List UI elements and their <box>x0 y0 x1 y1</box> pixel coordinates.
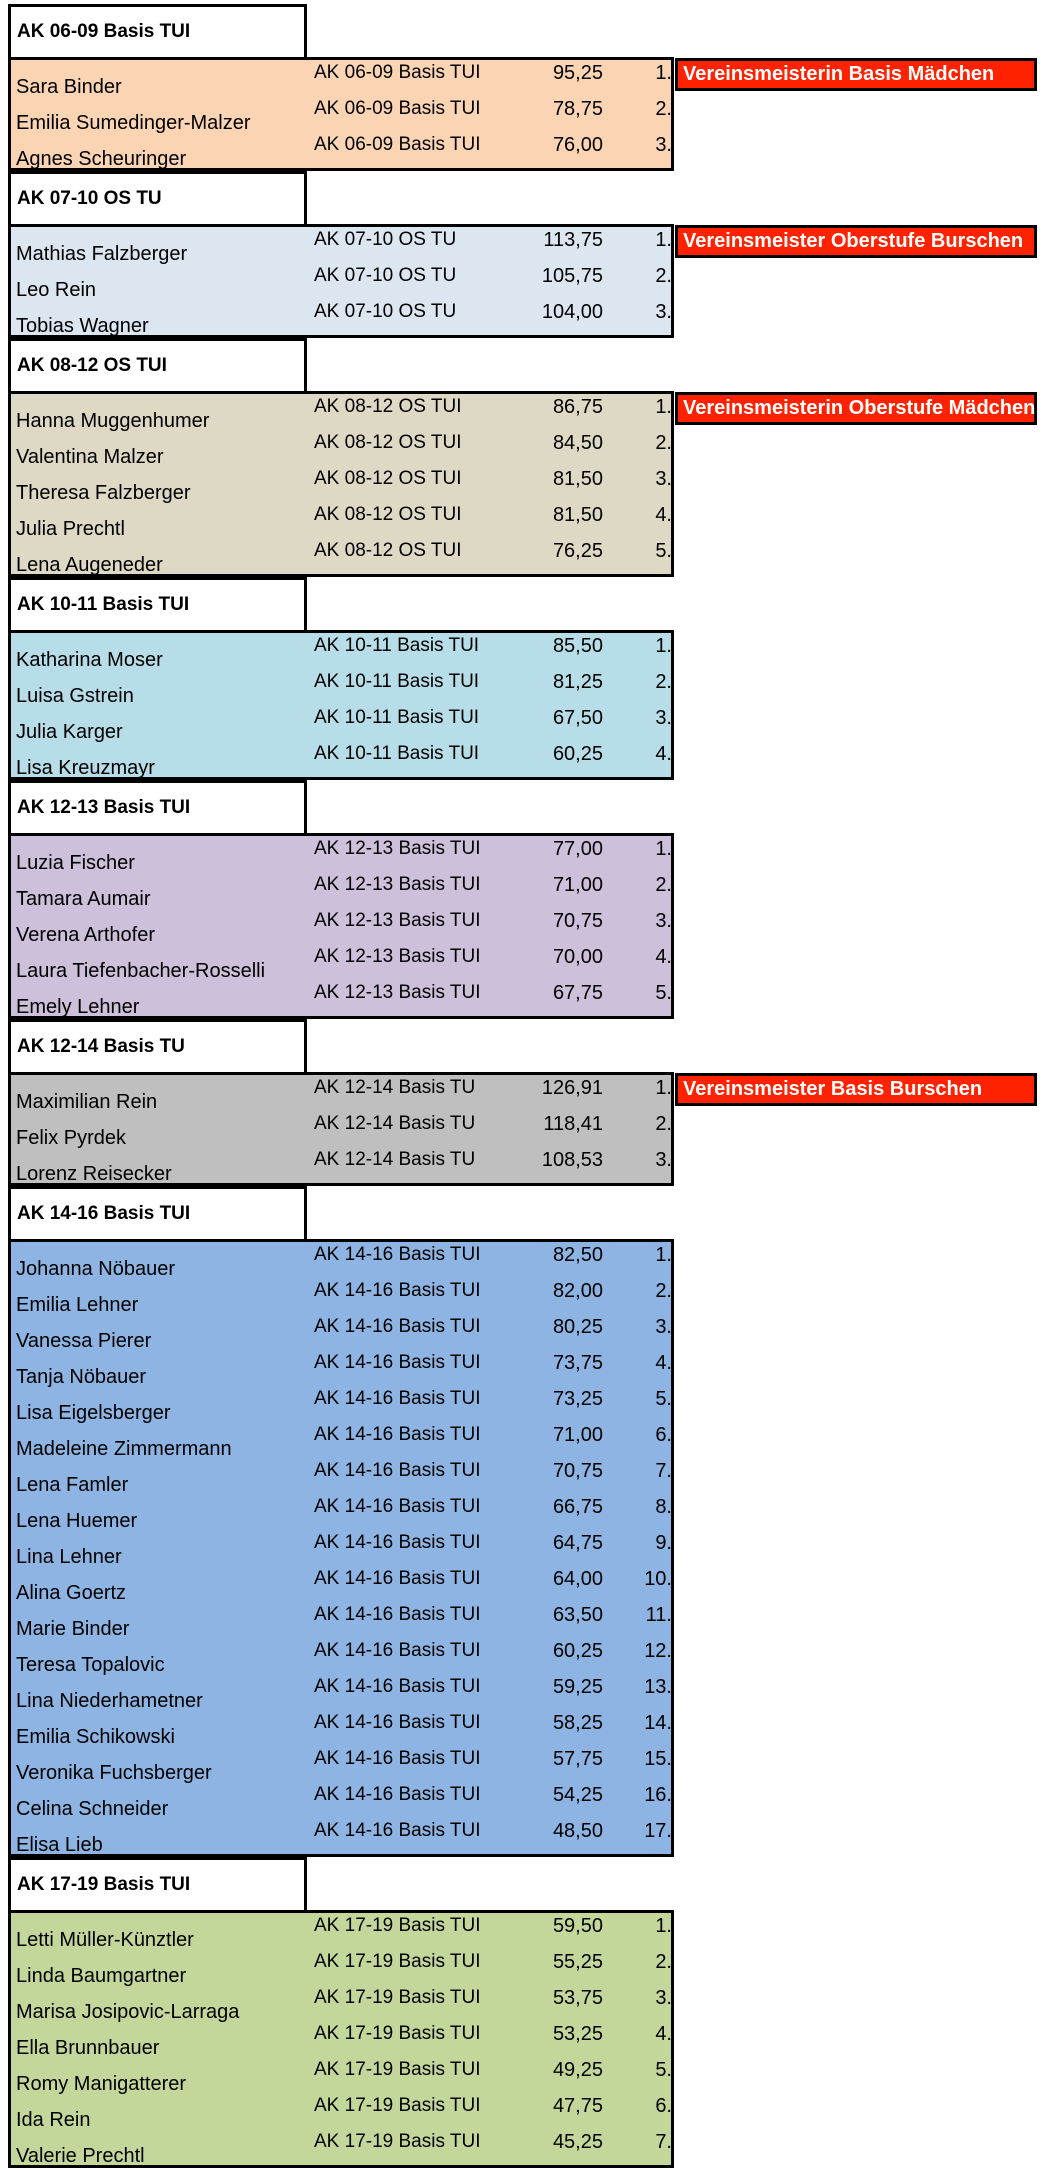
group-header: AK 14-16 Basis TUI <box>8 1186 307 1239</box>
group-table <box>8 630 674 780</box>
category-cell: AK 12-13 Basis TUI <box>314 874 481 895</box>
group-header: AK 06-09 Basis TUI <box>8 4 307 57</box>
score-cell: 81,50 <box>552 504 603 526</box>
table-row <box>11 430 671 466</box>
category-cell: AK 17-19 Basis TUI <box>314 1951 481 1972</box>
category-cell: AK 12-13 Basis TUI <box>314 838 481 859</box>
category-cell: AK 08-12 OS TUI <box>314 504 462 525</box>
rank-cell: 12. <box>644 1640 672 1662</box>
award-badge: Vereinsmeister Oberstufe Burschen <box>675 225 1037 258</box>
athlete-name: Leo Rein <box>16 279 97 301</box>
athlete-name: Romy Manigatterer <box>16 2073 187 2095</box>
rank-cell: 15. <box>644 1748 672 1770</box>
rank-cell: 1. <box>655 1915 672 1937</box>
table-row <box>11 1710 671 1746</box>
score-cell: 113,75 <box>543 229 603 251</box>
athlete-name: Mathias Falzberger <box>16 243 188 265</box>
score-cell: 64,75 <box>552 1532 603 1554</box>
award-badge: Vereinsmeister Basis Burschen <box>675 1073 1037 1106</box>
category-cell: AK 07-10 OS TU <box>314 229 457 250</box>
category-cell: AK 17-19 Basis TUI <box>314 1987 481 2008</box>
score-cell: 45,25 <box>552 2131 603 2153</box>
group-table <box>8 224 674 338</box>
score-cell: 57,75 <box>552 1748 603 1770</box>
table-row <box>11 1111 671 1147</box>
score-cell: 53,25 <box>552 2023 603 2045</box>
table-row <box>11 394 671 430</box>
category-cell: AK 14-16 Basis TUI <box>314 1460 481 1481</box>
rank-cell: 3. <box>655 134 672 156</box>
category-cell: AK 06-09 Basis TUI <box>314 134 481 155</box>
rank-cell: 2. <box>655 1280 672 1302</box>
athlete-name: Teresa Topalovic <box>16 1654 165 1676</box>
athlete-name: Lisa Kreuzmayr <box>16 757 155 779</box>
score-cell: 108,53 <box>541 1149 603 1171</box>
score-cell: 76,25 <box>552 540 603 562</box>
athlete-name: Marisa Josipovic-Larraga <box>16 2001 240 2023</box>
group-header: AK 12-13 Basis TUI <box>8 780 307 833</box>
rank-cell: 3. <box>655 301 672 323</box>
athlete-name: Maximilian Rein <box>16 1091 158 1113</box>
category-cell: AK 17-19 Basis TUI <box>314 2023 481 2044</box>
category-cell: AK 10-11 Basis TUI <box>314 743 480 764</box>
rank-cell: 13. <box>644 1676 672 1698</box>
athlete-name: Lina Lehner <box>16 1546 122 1568</box>
score-cell: 55,25 <box>552 1951 603 1973</box>
category-cell: AK 07-10 OS TU <box>314 301 457 322</box>
category-cell: AK 08-12 OS TUI <box>314 540 462 561</box>
rank-cell: 14. <box>644 1712 672 1734</box>
category-cell: AK 17-19 Basis TUI <box>314 2131 481 2152</box>
score-cell: 47,75 <box>552 2095 603 2117</box>
athlete-name: Lena Augeneder <box>16 554 163 576</box>
athlete-name: Lisa Eigelsberger <box>16 1402 171 1424</box>
table-row <box>11 1242 671 1278</box>
table-row <box>11 1075 671 1111</box>
score-cell: 73,25 <box>552 1388 603 1410</box>
rank-cell: 3. <box>655 468 672 490</box>
table-row <box>11 538 671 574</box>
athlete-name: Verena Arthofer <box>16 924 155 946</box>
rank-cell: 16. <box>644 1784 672 1806</box>
athlete-name: Ella Brunnbauer <box>16 2037 160 2059</box>
group-header: AK 08-12 OS TUI <box>8 338 307 391</box>
rank-cell: 5. <box>655 982 672 1004</box>
athlete-name: Alina Goertz <box>16 1582 127 1604</box>
category-cell: AK 12-13 Basis TUI <box>314 946 481 967</box>
table-row <box>11 60 671 96</box>
category-cell: AK 12-13 Basis TUI <box>314 910 481 931</box>
athlete-name: Julia Karger <box>16 721 123 743</box>
table-row <box>11 2093 671 2129</box>
category-cell: AK 10-11 Basis TUI <box>314 671 480 692</box>
athlete-name: Emilia Sumedinger-Malzer <box>16 112 251 134</box>
rank-cell: 7. <box>655 1460 672 1482</box>
score-cell: 76,00 <box>552 134 603 156</box>
category-cell: AK 08-12 OS TUI <box>314 468 462 489</box>
table-row <box>11 502 671 538</box>
score-cell: 48,50 <box>552 1820 603 1842</box>
athlete-name: Ida Rein <box>16 2109 91 2131</box>
table-row <box>11 1278 671 1314</box>
athlete-name: Julia Prechtl <box>16 518 125 540</box>
rank-cell: 4. <box>655 2023 672 2045</box>
score-cell: 104,00 <box>541 301 603 323</box>
table-row <box>11 1458 671 1494</box>
score-cell: 53,75 <box>552 1987 603 2009</box>
category-cell: AK 14-16 Basis TUI <box>314 1784 481 1805</box>
score-cell: 84,50 <box>552 432 603 454</box>
table-row <box>11 980 671 1016</box>
table-row <box>11 1913 671 1949</box>
score-cell: 118,41 <box>543 1113 603 1135</box>
table-row <box>11 1949 671 1985</box>
table-row <box>11 1530 671 1566</box>
score-cell: 70,00 <box>552 946 603 968</box>
rank-cell: 9. <box>655 1532 672 1554</box>
table-row <box>11 1386 671 1422</box>
rank-cell: 2. <box>655 671 672 693</box>
table-row <box>11 741 671 777</box>
score-cell: 70,75 <box>552 910 603 932</box>
category-cell: AK 14-16 Basis TUI <box>314 1604 481 1625</box>
rank-cell: 1. <box>655 229 672 251</box>
score-cell: 95,25 <box>552 62 603 84</box>
rank-cell: 1. <box>655 1077 672 1099</box>
rank-cell: 4. <box>655 504 672 526</box>
group-header: AK 12-14 Basis TU <box>8 1019 307 1072</box>
athlete-name: Theresa Falzberger <box>16 482 191 504</box>
category-cell: AK 14-16 Basis TUI <box>314 1532 481 1553</box>
rank-cell: 10. <box>644 1568 672 1590</box>
category-cell: AK 17-19 Basis TUI <box>314 2095 481 2116</box>
athlete-name: Tamara Aumair <box>16 888 151 910</box>
rank-cell: 7. <box>655 2131 672 2153</box>
rank-cell: 1. <box>655 62 672 84</box>
group-table <box>8 833 674 1019</box>
athlete-name: Celina Schneider <box>16 1798 169 1820</box>
athlete-name: Marie Binder <box>16 1618 130 1640</box>
rank-cell: 4. <box>655 743 672 765</box>
category-cell: AK 08-12 OS TUI <box>314 432 462 453</box>
athlete-name: Emilia Lehner <box>16 1294 139 1316</box>
score-cell: 71,00 <box>552 874 603 896</box>
table-row <box>11 132 671 168</box>
score-cell: 78,75 <box>552 98 603 120</box>
table-row <box>11 908 671 944</box>
athlete-name: Linda Baumgartner <box>16 1965 187 1987</box>
rank-cell: 1. <box>655 1244 672 1266</box>
rank-cell: 3. <box>655 1316 672 1338</box>
rank-cell: 2. <box>655 1113 672 1135</box>
score-cell: 82,50 <box>552 1244 603 1266</box>
category-cell: AK 10-11 Basis TUI <box>314 635 480 656</box>
score-cell: 67,75 <box>552 982 603 1004</box>
athlete-name: Valentina Malzer <box>16 446 164 468</box>
award-badge: Vereinsmeisterin Oberstufe Mädchen <box>675 392 1037 425</box>
table-row <box>11 1818 671 1854</box>
athlete-name: Agnes Scheuringer <box>16 148 187 170</box>
athlete-name: Katharina Moser <box>16 649 163 671</box>
athlete-name: Emely Lehner <box>16 996 140 1018</box>
category-cell: AK 17-19 Basis TUI <box>314 1915 481 1936</box>
table-row <box>11 872 671 908</box>
category-cell: AK 14-16 Basis TUI <box>314 1748 481 1769</box>
score-cell: 70,75 <box>552 1460 603 1482</box>
category-cell: AK 14-16 Basis TUI <box>314 1640 481 1661</box>
score-cell: 59,25 <box>552 1676 603 1698</box>
category-cell: AK 14-16 Basis TUI <box>314 1712 481 1733</box>
score-cell: 86,75 <box>552 396 603 418</box>
table-row <box>11 1746 671 1782</box>
group-table <box>8 1910 674 2168</box>
group-header: AK 10-11 Basis TUI <box>8 577 307 630</box>
table-row <box>11 299 671 335</box>
category-cell: AK 12-13 Basis TUI <box>314 982 481 1003</box>
category-cell: AK 12-14 Basis TU <box>314 1077 476 1098</box>
score-cell: 85,50 <box>552 635 603 657</box>
table-row <box>11 96 671 132</box>
athlete-name: Tanja Nöbauer <box>16 1366 147 1388</box>
score-cell: 60,25 <box>552 743 603 765</box>
score-cell: 67,50 <box>552 707 603 729</box>
table-row <box>11 2057 671 2093</box>
table-row <box>11 466 671 502</box>
score-cell: 63,50 <box>552 1604 603 1626</box>
athlete-name: Lena Famler <box>16 1474 129 1496</box>
score-cell: 64,00 <box>552 1568 603 1590</box>
group-table <box>8 1239 674 1857</box>
score-cell: 126,91 <box>541 1077 603 1099</box>
group-header: AK 07-10 OS TU <box>8 171 307 224</box>
rank-cell: 11. <box>645 1604 672 1626</box>
category-cell: AK 06-09 Basis TUI <box>314 98 481 119</box>
score-cell: 71,00 <box>552 1424 603 1446</box>
athlete-name: Luisa Gstrein <box>16 685 134 707</box>
table-row <box>11 1350 671 1386</box>
table-row <box>11 705 671 741</box>
rank-cell: 2. <box>655 98 672 120</box>
rank-cell: 3. <box>655 707 672 729</box>
table-row <box>11 669 671 705</box>
athlete-name: Lena Huemer <box>16 1510 138 1532</box>
category-cell: AK 14-16 Basis TUI <box>314 1496 481 1517</box>
athlete-name: Emilia Schikowski <box>16 1726 175 1748</box>
category-cell: AK 14-16 Basis TUI <box>314 1424 481 1445</box>
athlete-name: Letti Müller-Künztler <box>16 1929 194 1951</box>
award-badge: Vereinsmeisterin Basis Mädchen <box>675 58 1037 91</box>
rank-cell: 17. <box>644 1820 672 1842</box>
category-cell: AK 14-16 Basis TUI <box>314 1820 481 1841</box>
table-row <box>11 1314 671 1350</box>
category-cell: AK 06-09 Basis TUI <box>314 62 481 83</box>
group-header: AK 17-19 Basis TUI <box>8 1857 307 1910</box>
category-cell: AK 12-14 Basis TU <box>314 1113 476 1134</box>
category-cell: AK 14-16 Basis TUI <box>314 1388 481 1409</box>
rank-cell: 2. <box>655 265 672 287</box>
score-cell: 59,50 <box>552 1915 603 1937</box>
rank-cell: 1. <box>655 396 672 418</box>
score-cell: 105,75 <box>541 265 603 287</box>
athlete-name: Elisa Lieb <box>16 1834 103 1856</box>
table-row <box>11 633 671 669</box>
athlete-name: Lina Niederhametner <box>16 1690 203 1712</box>
rank-cell: 5. <box>655 2059 672 2081</box>
rank-cell: 3. <box>655 1149 672 1171</box>
table-row <box>11 1494 671 1530</box>
score-cell: 80,25 <box>552 1316 603 1338</box>
score-cell: 81,25 <box>552 671 603 693</box>
category-cell: AK 08-12 OS TUI <box>314 396 462 417</box>
athlete-name: Hanna Muggenhumer <box>16 410 210 432</box>
score-cell: 77,00 <box>552 838 603 860</box>
group-table <box>8 391 674 577</box>
score-cell: 60,25 <box>552 1640 603 1662</box>
category-cell: AK 14-16 Basis TUI <box>314 1676 481 1697</box>
category-cell: AK 14-16 Basis TUI <box>314 1244 481 1265</box>
table-row <box>11 1422 671 1458</box>
rank-cell: 3. <box>655 1987 672 2009</box>
athlete-name: Laura Tiefenbacher-Rosselli <box>16 960 266 982</box>
rank-cell: 6. <box>655 2095 672 2117</box>
rank-cell: 8. <box>655 1496 672 1518</box>
category-cell: AK 14-16 Basis TUI <box>314 1352 481 1373</box>
score-cell: 73,75 <box>552 1352 603 1374</box>
category-cell: AK 17-19 Basis TUI <box>314 2059 481 2080</box>
score-cell: 58,25 <box>552 1712 603 1734</box>
table-row <box>11 944 671 980</box>
athlete-name: Sara Binder <box>16 76 122 98</box>
category-cell: AK 12-14 Basis TU <box>314 1149 476 1170</box>
score-cell: 49,25 <box>552 2059 603 2081</box>
table-row <box>11 1602 671 1638</box>
category-cell: AK 14-16 Basis TUI <box>314 1568 481 1589</box>
category-cell: AK 07-10 OS TU <box>314 265 457 286</box>
athlete-name: Valerie Prechtl <box>16 2145 145 2167</box>
table-row <box>11 1985 671 2021</box>
category-cell: AK 14-16 Basis TUI <box>314 1280 481 1301</box>
table-row <box>11 836 671 872</box>
category-cell: AK 10-11 Basis TUI <box>314 707 480 728</box>
score-cell: 66,75 <box>552 1496 603 1518</box>
athlete-name: Lorenz Reisecker <box>16 1163 172 1185</box>
table-row <box>11 1566 671 1602</box>
athlete-name: Felix Pyrdek <box>16 1127 127 1149</box>
rank-cell: 5. <box>655 1388 672 1410</box>
athlete-name: Madeleine Zimmermann <box>16 1438 232 1460</box>
table-row <box>11 2021 671 2057</box>
athlete-name: Luzia Fischer <box>16 852 135 874</box>
score-cell: 54,25 <box>552 1784 603 1806</box>
athlete-name: Johanna Nöbauer <box>16 1258 176 1280</box>
rank-cell: 4. <box>655 1352 672 1374</box>
rank-cell: 5. <box>655 540 672 562</box>
score-cell: 81,50 <box>552 468 603 490</box>
group-table <box>8 1072 674 1186</box>
rank-cell: 3. <box>655 910 672 932</box>
category-cell: AK 14-16 Basis TUI <box>314 1316 481 1337</box>
rank-cell: 2. <box>655 432 672 454</box>
table-row <box>11 1674 671 1710</box>
rank-cell: 1. <box>655 838 672 860</box>
score-cell: 82,00 <box>552 1280 603 1302</box>
rank-cell: 1. <box>655 635 672 657</box>
group-table <box>8 57 674 171</box>
rank-cell: 2. <box>655 1951 672 1973</box>
athlete-name: Vanessa Pierer <box>16 1330 152 1352</box>
rank-cell: 2. <box>655 874 672 896</box>
table-row <box>11 2129 671 2165</box>
athlete-name: Veronika Fuchsberger <box>16 1762 212 1784</box>
athlete-name: Tobias Wagner <box>16 315 149 337</box>
table-row <box>11 227 671 263</box>
table-row <box>11 263 671 299</box>
table-row <box>11 1147 671 1183</box>
table-row <box>11 1782 671 1818</box>
table-row <box>11 1638 671 1674</box>
rank-cell: 4. <box>655 946 672 968</box>
rank-cell: 6. <box>655 1424 672 1446</box>
